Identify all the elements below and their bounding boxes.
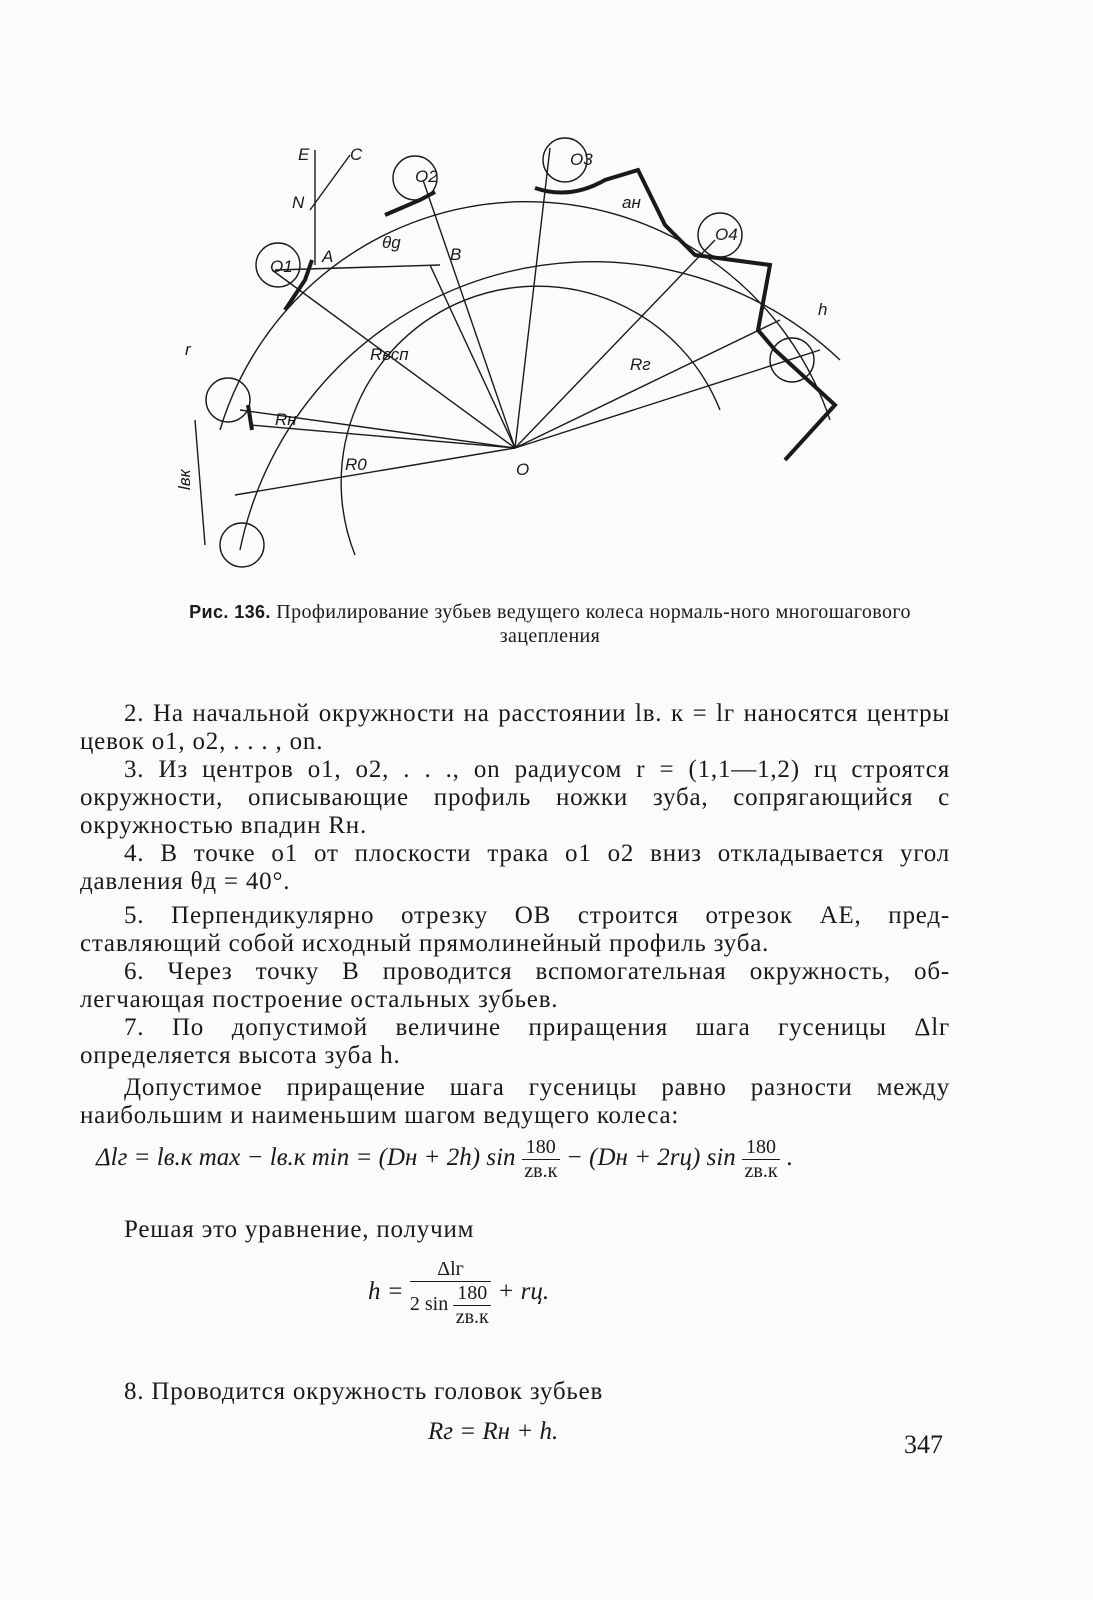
formula-delta-l — [96, 1136, 793, 1183]
ray-r0 — [235, 448, 515, 495]
ray-o3 — [515, 148, 550, 448]
paragraph-increment: Допустимое приращение шага гусеницы равно разности между наибольшим и наименьшим шагом ведущего колеса: — [80, 1074, 950, 1129]
f1-frac2 — [742, 1136, 780, 1183]
paragraph-4: 4. В точке o1 от плоскости трака o1 o2 вниз откладывается угол давления θд = 40°. — [80, 840, 950, 895]
f1-mid: − (Dн + 2rц) sin — [566, 1144, 736, 1172]
label-rvsp: Rвсп — [370, 345, 409, 364]
label-r0: R0 — [345, 455, 367, 474]
paragraph-8: 8. Проводится окружность головок зубьев — [124, 1378, 604, 1405]
tooth-profile-2 — [385, 192, 435, 215]
f1-end: . — [786, 1144, 793, 1172]
f2-inner-frac — [453, 1282, 491, 1329]
label-o4: O4 — [715, 225, 738, 244]
f2-den-num: 180 — [453, 1282, 491, 1306]
auxiliary-circle-arc — [341, 286, 720, 555]
caption-number: Рис. 136. — [189, 602, 271, 622]
f2-end: + rц. — [497, 1278, 550, 1306]
tip-circle-arc — [240, 262, 840, 550]
label-c: C — [350, 145, 363, 164]
paragraph-7: 7. По допустимой величине приращения шага гусеницы Δlг определяется высота зуба h. — [80, 1014, 950, 1069]
label-a: A — [322, 247, 334, 266]
line-c — [310, 155, 350, 210]
f1-frac1 — [522, 1136, 560, 1183]
pin-circle-r — [206, 378, 250, 422]
paragraph-solving: Решая это уравнение, получим — [124, 1216, 475, 1243]
pin-circle-o5 — [770, 338, 814, 382]
label-rn: Rн — [275, 410, 297, 429]
f1-den2: zв.к — [744, 1160, 778, 1182]
ray-o4 — [515, 240, 715, 448]
paragraph-5: 5. Перпендикулярно отрезку OB строится отрезок AE, пред-ставляющий собой исходный прямолинейный профиль зуба. — [80, 902, 950, 957]
f1-num: 180 — [522, 1136, 560, 1160]
label-an: aн — [622, 193, 641, 212]
paragraph-2: 2. На начальной окружности на расстоянии lв. к = lг наносятся центры цевок o1, o2, . . . , on. — [80, 700, 950, 755]
label-r: r — [185, 340, 191, 359]
f2-num: Δlг — [410, 1258, 491, 1282]
f3-text: Rг = Rн + h. — [428, 1418, 559, 1445]
caption-text: Профилирование зубьев ведущего колеса нормаль-ного многошагового зацепления — [276, 601, 911, 647]
label-o3: O3 — [570, 150, 593, 169]
dim-lvk — [195, 420, 205, 545]
label-o: O — [516, 460, 530, 479]
f2-den-den: zв.к — [455, 1306, 489, 1328]
label-o1: O1 — [270, 257, 293, 276]
f1-den: zв.к — [524, 1160, 558, 1182]
label-b: B — [450, 245, 462, 264]
line-ob — [430, 265, 515, 448]
pitch-circle-arc — [220, 202, 830, 430]
f2-lhs: h = — [368, 1278, 404, 1306]
tooth-profile-r — [248, 405, 252, 430]
formula-h — [368, 1258, 549, 1329]
paragraph-3: 3. Из центров o1, o2, . . ., on радиусом r = (1,1—1,2) rц строятся окружности, описывающие профиль ножки зуба, сопрягающийся с окружностью впадин Rн. — [80, 756, 950, 839]
ray-h — [515, 350, 820, 448]
label-n: N — [292, 193, 305, 212]
label-e: E — [298, 145, 310, 164]
ray-rg — [515, 320, 780, 448]
tooth-profile-diagram — [160, 130, 880, 590]
f1-lhs: Δlг = lв.к max − lв.к min = (Dн + 2h) sin — [96, 1144, 516, 1172]
label-lvk: lвк — [175, 469, 194, 490]
figure-136 — [160, 130, 880, 590]
f1-num2: 180 — [742, 1136, 780, 1160]
page-number: 347 — [904, 1430, 943, 1459]
formula-rg — [428, 1418, 558, 1446]
figure-caption — [150, 600, 950, 648]
label-h: h — [818, 300, 828, 319]
f2-den-pre: 2 sin — [409, 1293, 449, 1316]
pin-circle-bottom — [220, 523, 264, 567]
f2-frac — [410, 1258, 491, 1329]
f2-den — [410, 1282, 491, 1329]
paragraph-6: 6. Через точку B проводится вспомогательная окружность, об-легчающая построение остальных зубьев. — [80, 958, 950, 1013]
label-o2: O2 — [415, 167, 438, 186]
label-rg: Rг — [630, 355, 651, 374]
label-theta: θg — [382, 233, 401, 252]
